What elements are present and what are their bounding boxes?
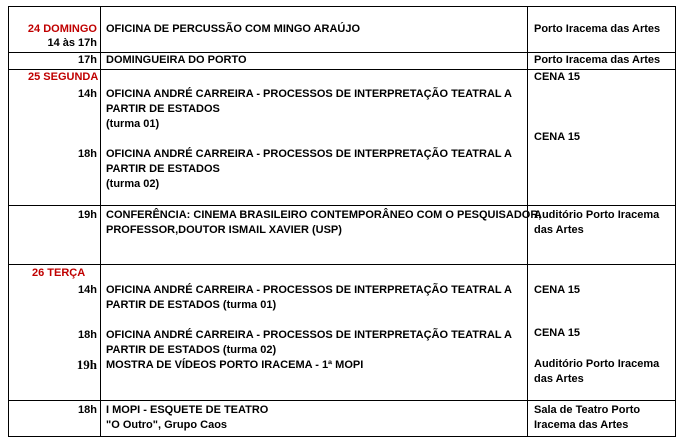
- event-title: DOMINGUEIRA DO PORTO: [106, 54, 247, 66]
- table-rule: [8, 264, 676, 265]
- venue-label: Iracema das Artes: [534, 419, 629, 431]
- table-rule: [675, 6, 676, 437]
- venue-label: CENA 15: [534, 131, 581, 143]
- event-title: OFICINA ANDRÉ CARREIRA - PROCESSOS DE INTERPRETAÇÃO TEATRAL A: [106, 329, 512, 341]
- day-heading: 26 TERÇA: [32, 267, 86, 279]
- table-rule: [8, 436, 676, 437]
- event-title: I MOPI - ESQUETE DE TEATRO: [106, 404, 269, 416]
- event-title: MOSTRA DE VÍDEOS PORTO IRACEMA - 1ª MOPI: [106, 359, 364, 371]
- event-title: OFICINA ANDRÉ CARREIRA - PROCESSOS DE INTERPRETAÇÃO TEATRAL A: [106, 88, 512, 100]
- time-label: 19h: [76, 357, 97, 372]
- day-heading: 25 SEGUNDA: [28, 71, 99, 83]
- event-title: PARTIR DE ESTADOS (turma 02): [106, 344, 277, 356]
- time-label: 14h: [78, 88, 97, 100]
- table-rule: [8, 6, 676, 7]
- venue-label: Auditório Porto Iracema: [534, 358, 660, 370]
- venue-label: das Artes: [534, 224, 584, 236]
- event-title: CONFERÊNCIA: CINEMA BRASILEIRO CONTEMPORÂNEO COM O PESQUISADOR,: [106, 209, 542, 221]
- day-heading: 24 DOMINGO: [27, 23, 97, 35]
- event-title: OFICINA ANDRÉ CARREIRA - PROCESSOS DE INTERPRETAÇÃO TEATRAL A: [106, 148, 512, 160]
- venue-label: das Artes: [534, 373, 584, 385]
- table-rule: [8, 400, 676, 401]
- venue-label: CENA 15: [534, 71, 581, 83]
- venue-label: CENA 15: [534, 327, 581, 339]
- event-title: OFICINA DE PERCUSSÃO COM MINGO ARAÚJO: [106, 23, 361, 35]
- time-label: 18h: [78, 404, 97, 416]
- venue-label: Sala de Teatro Porto: [534, 404, 641, 416]
- event-detail: (turma 01): [106, 118, 160, 130]
- event-title: PARTIR DE ESTADOS: [106, 163, 220, 175]
- time-label: 14 às 17h: [47, 37, 97, 49]
- time-label: 18h: [78, 329, 97, 341]
- venue-label: Porto Iracema das Artes: [534, 54, 661, 66]
- event-title: OFICINA ANDRÉ CARREIRA - PROCESSOS DE INTERPRETAÇÃO TEATRAL A: [106, 284, 512, 296]
- venue-label: Porto Iracema das Artes: [534, 23, 661, 35]
- event-detail: "O Outro", Grupo Caos: [106, 419, 228, 431]
- time-label: 17h: [78, 54, 97, 66]
- venue-label: CENA 15: [534, 284, 581, 296]
- table-rule: [8, 52, 676, 53]
- time-label: 14h: [78, 284, 97, 296]
- time-label: 18h: [78, 148, 97, 160]
- event-title: PROFESSOR,DOUTOR ISMAIL XAVIER (USP): [106, 224, 342, 236]
- time-label: 19h: [78, 209, 97, 221]
- event-detail: (turma 02): [106, 178, 160, 190]
- table-rule: [100, 6, 101, 437]
- venue-label: Auditório Porto Iracema: [534, 209, 660, 221]
- event-title: PARTIR DE ESTADOS (turma 01): [106, 299, 277, 311]
- event-title: PARTIR DE ESTADOS: [106, 103, 220, 115]
- table-rule: [8, 205, 676, 206]
- table-rule: [8, 6, 9, 437]
